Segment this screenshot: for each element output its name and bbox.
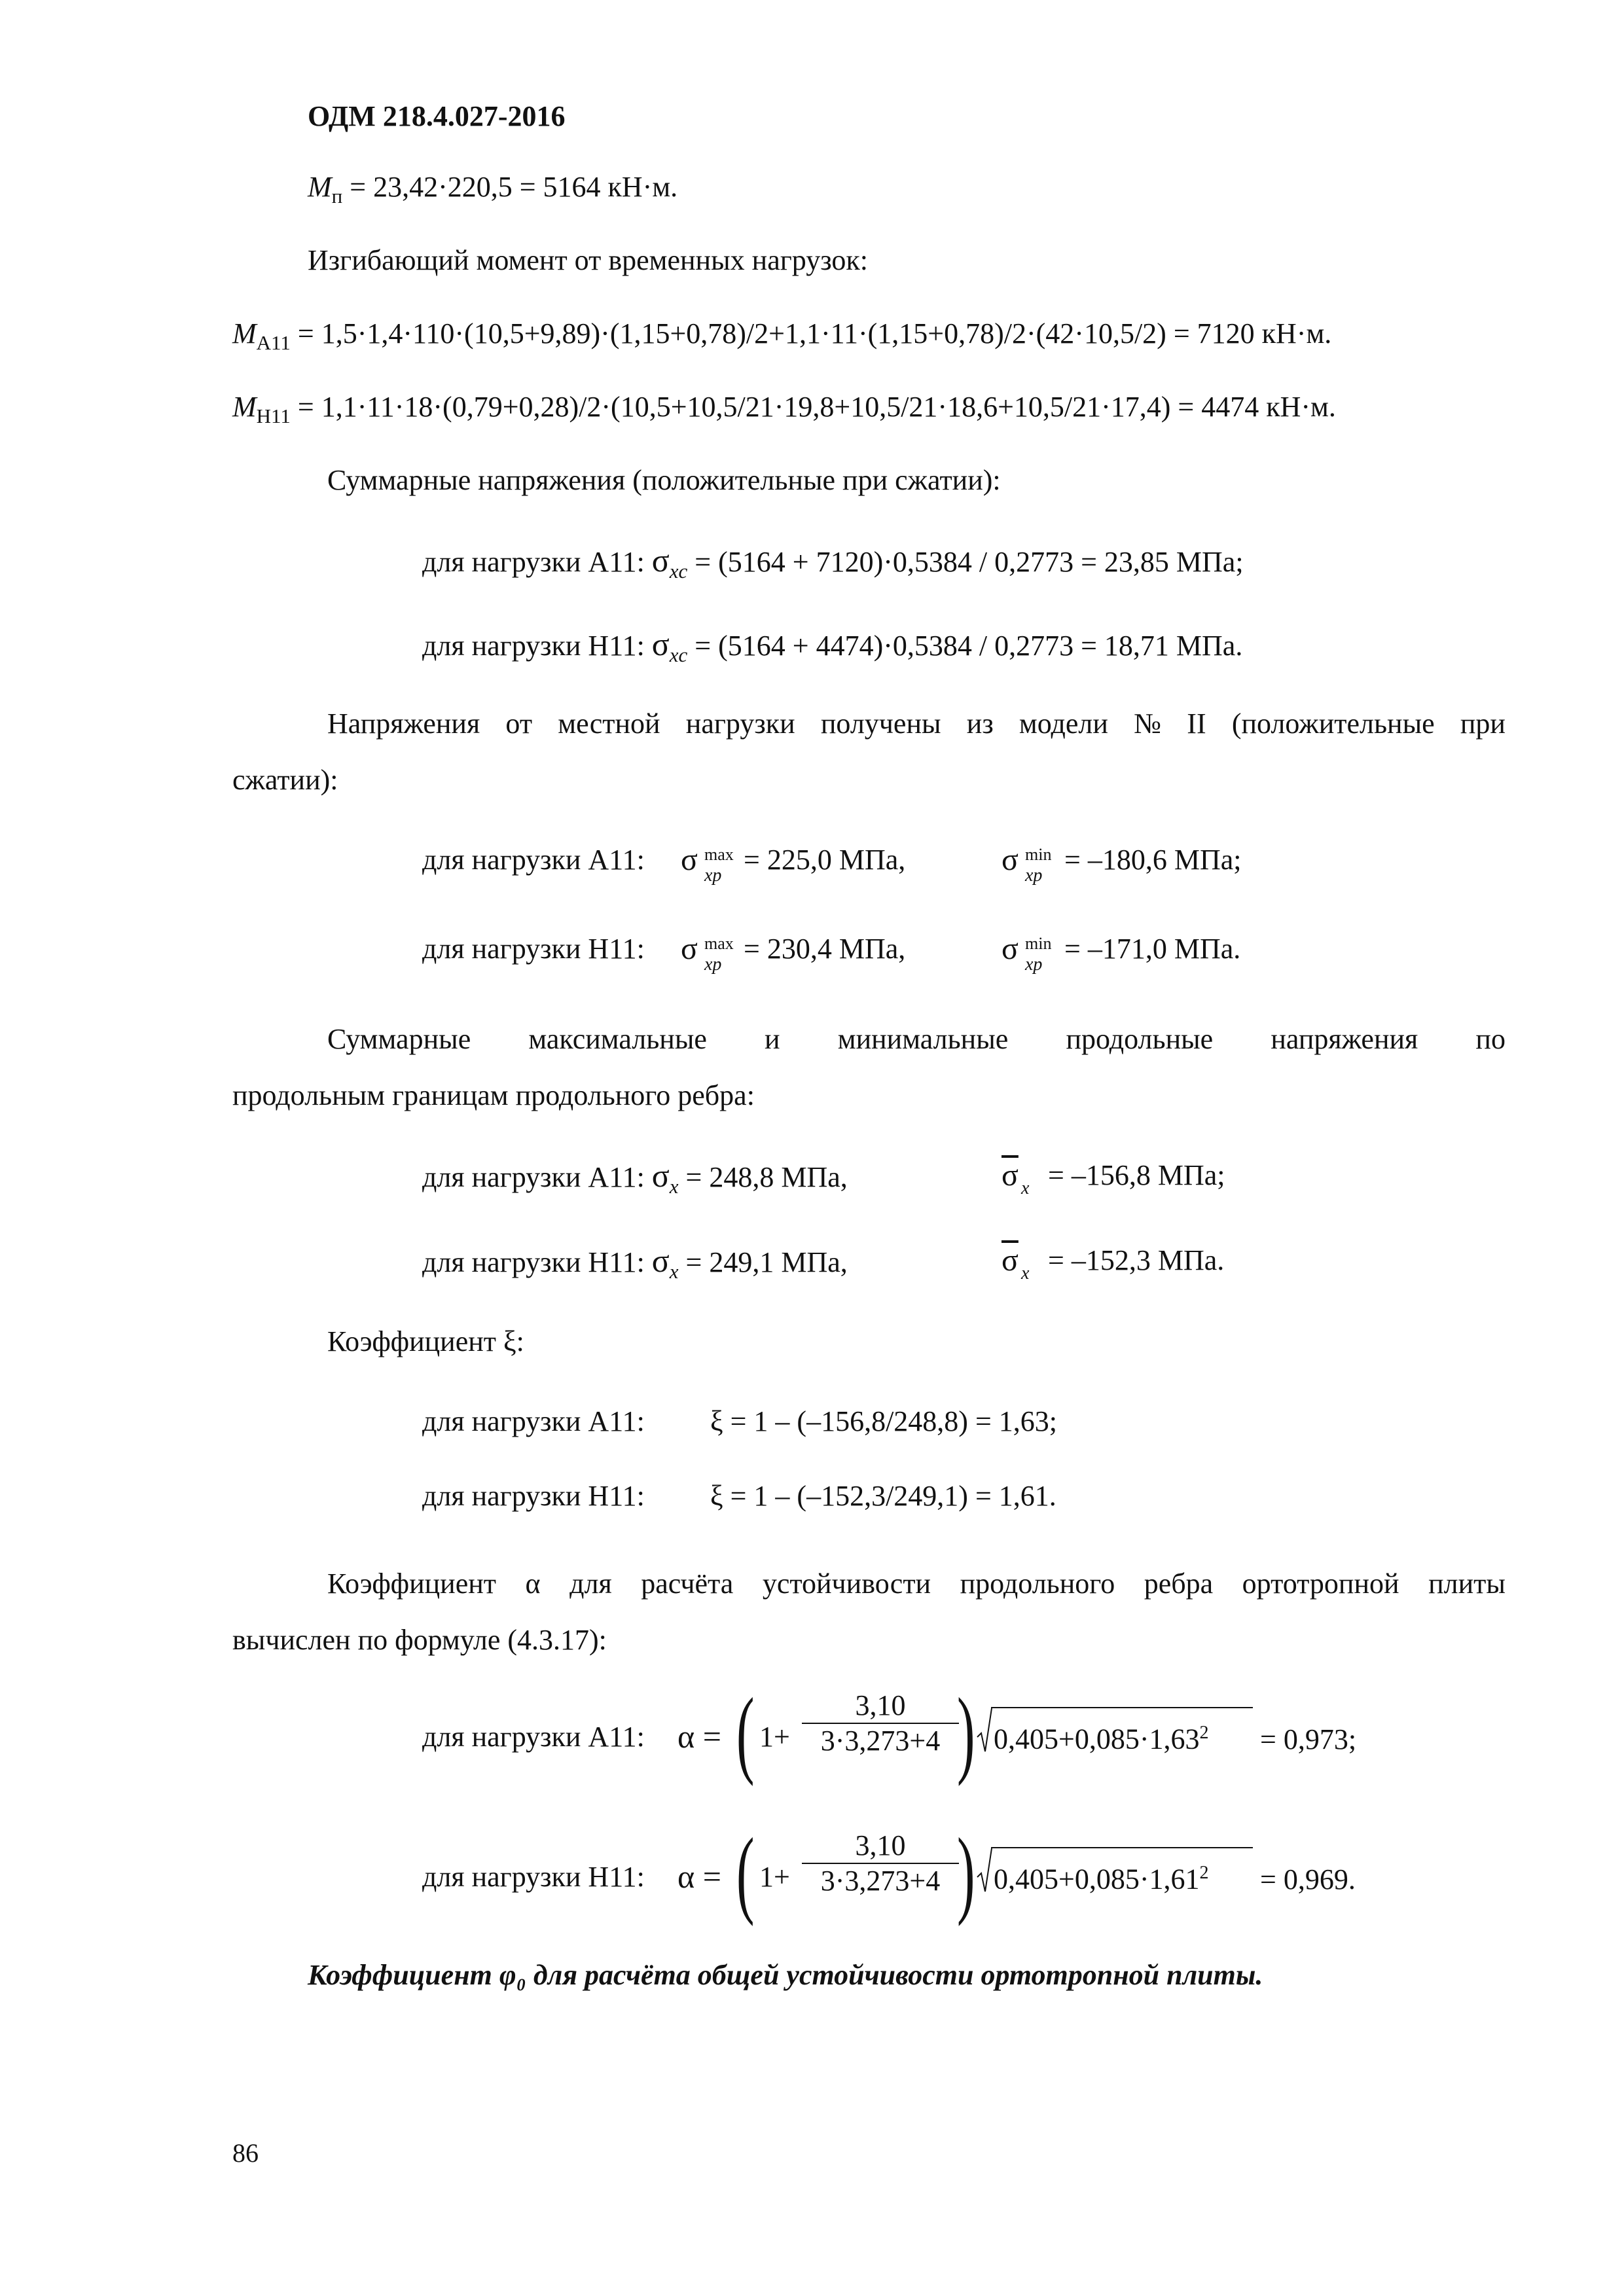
ma11-expression: = 1,5·1,4·110·(10,5+9,89)·(1,15+0,78)/2+1,1·11·(1,15+0,78)/2·(42·10,5/2) = 7120 кН·м. [290,317,1332,350]
ma11-equation [232,315,1331,361]
word: местной [558,708,660,740]
word: Коэффициент [327,1568,497,1600]
sigma-xp-max [681,842,744,886]
mh11-expression: = 1,1·11·18·(0,79+0,28)/2·(10,5+10,5/21·19,8+10,5/21·18,6+10,5/21·17,4) = 4474 кН·м. [290,391,1336,423]
sigma-subscript: x [1021,1178,1030,1198]
alpha-paragraph-line2: вычислен по формуле (4.3.17): [232,1624,607,1656]
sx-h11-label: для нагрузки Н11: [422,1246,652,1278]
numerator: 3,10 [855,1689,906,1721]
document-header: ОДМ 218.4.027-2016 [308,100,566,132]
sxc-a11-line [422,542,1244,590]
sigma-subscript: xp [704,954,722,975]
alpha-h11-label: для нагрузки Н11: [422,1861,645,1893]
xi-a11-expression: ξ = 1 – (–156,8/248,8) = 1,63; [710,1405,1057,1437]
word: из [966,708,994,740]
sx-h11-min-value: = –152,3 МПа. [1041,1244,1225,1276]
word: от [505,708,533,740]
right-paren: ) [957,1818,975,1927]
denominator: 3·3,273+4 [802,1863,959,1898]
word: α [525,1568,541,1600]
power: 2 [1199,1863,1209,1883]
fraction [802,1689,959,1758]
mp-subscript: п [331,185,343,207]
sigma-subscript: x [1021,1263,1030,1283]
sigma-symbol: σ [651,626,670,662]
sxc-a11-label: для нагрузки А11: [422,546,652,578]
mp-symbol: M [308,171,332,203]
sx-a11-max-value: = 248,8 МПа, [678,1161,848,1193]
sigma-superscript: min [1025,934,1052,953]
sigma-symbol: σ [1001,842,1019,877]
mp-expression: = 23,42·220,5 = 5164 кН·м. [342,171,678,203]
xi-h11-expression: ξ = 1 – (–152,3/249,1) = 1,61. [710,1480,1056,1512]
xi-h11-label: для нагрузки Н11: [422,1480,645,1512]
sigma-symbol: $\overline{\sigma}$ [1001,1158,1019,1193]
alpha-paragraph-line1 [327,1566,1506,1602]
sx-a11-label: для нагрузки А11: [422,1161,652,1193]
sigma-symbol: $\overline{\sigma}$ [1001,1243,1019,1278]
word: II [1187,708,1206,740]
word: продольные [1066,1023,1214,1055]
right-paren: ) [957,1678,975,1787]
sigma-subscript: xc [669,643,688,666]
local-load-paragraph-line1 [327,706,1506,742]
sx-a11-min-value: = –156,8 МПа; [1041,1159,1225,1191]
word: плиты [1428,1568,1506,1600]
radicand-text: 0,405+0,085·1,61 [994,1863,1200,1895]
word: модели [1019,708,1108,740]
power: 2 [1199,1723,1209,1743]
sigma-symbol: σ [651,1157,670,1194]
denominator: 3·3,273+4 [802,1723,959,1758]
sigma-subscript: x [669,1260,679,1283]
left-paren: ( [736,1678,755,1787]
sxp-a11-min [1001,842,1242,886]
sigma-subscript: x [669,1175,679,1198]
sigma-bar-x [1001,1242,1041,1283]
sx-a11-min [1001,1157,1225,1198]
sxp-a11-label: для нагрузки А11: [422,844,645,876]
sxp-h11-max [681,931,906,975]
one-plus: 1+ [759,1721,790,1753]
bending-moment-title: Изгибающий момент от временных нагрузок: [308,244,868,276]
page-number: 86 [232,2138,259,2168]
local-load-paragraph-line2: сжатии): [232,764,338,796]
word: при [1460,708,1506,740]
sigma-superscript: min [1025,845,1052,864]
sigma-symbol: σ [1001,931,1019,966]
numerator: 3,10 [855,1829,906,1861]
sx-h11-line [422,1242,848,1290]
sxp-a11-min-value: = –180,6 МПа; [1064,844,1242,876]
sigma-superscript: max [704,934,734,953]
sigma-symbol: σ [651,1242,670,1279]
radicand-text: 0,405+0,085·1,63 [994,1723,1200,1755]
sigma-bar-x [1001,1157,1041,1198]
sigma-subscript: xc [669,560,688,583]
sxc-h11-label: для нагрузки Н11: [422,630,652,662]
ma11-symbol: M [232,317,257,350]
sigma-xp-min [1001,842,1064,886]
sxc-h11-value: = (5164 + 4474)·0,5384 / 0,2773 = 18,71 МПа. [687,630,1243,662]
mh11-subscript: Н11 [256,404,291,427]
one-plus: 1+ [759,1861,790,1893]
sxp-h11-line [422,931,645,967]
xi-title: Коэффициент ξ: [327,1325,524,1357]
alpha-lhs: α = [677,1718,721,1755]
sigma-superscript: max [704,845,734,864]
word: № [1134,708,1162,740]
sigma-symbol: σ [681,842,698,877]
mh11-equation [232,389,1336,435]
sxp-a11-max-value: = 225,0 МПа, [744,844,906,876]
word: и [765,1023,780,1055]
sxp-a11-line [422,842,645,878]
sum-max-paragraph-line1 [327,1021,1506,1058]
sigma-subscript: xp [1025,865,1043,886]
alpha-a11-label: для нагрузки А11: [422,1721,645,1753]
sigma-xp-max [681,931,744,975]
word: ортотропной [1242,1568,1399,1600]
sigma-xp-min [1001,931,1064,975]
fraction [802,1829,959,1898]
word: Суммарные [327,1023,471,1055]
sx-a11-line [422,1157,848,1205]
sigma-symbol: σ [651,542,670,579]
word: (положительные [1231,708,1435,740]
word: минимальные [837,1023,1009,1055]
sigma-symbol: σ [681,931,698,966]
word: по [1475,1023,1506,1055]
sigma-subscript: xp [1025,954,1043,975]
word: максимальные [528,1023,707,1055]
word: продольного [960,1568,1115,1600]
word: расчёта [641,1568,734,1600]
radicand [991,1707,1253,1757]
phi0-section-title: Коэффициент φ₀ для расчёта общей устойчивости ортотропной плиты. [308,1959,1263,1991]
mp-equation [308,169,677,215]
alpha-lhs: α = [677,1858,721,1895]
left-paren: ( [736,1818,755,1927]
word: получены [820,708,941,740]
sxp-h11-min [1001,931,1241,975]
sqrt-icon [977,1847,992,1894]
mh11-symbol: M [232,391,257,423]
word: устойчивости [762,1568,931,1600]
radicand [991,1847,1253,1897]
sqrt-icon [977,1707,992,1754]
sxp-a11-max [681,842,906,886]
word: напряжения [1271,1023,1418,1055]
sxp-h11-label: для нагрузки Н11: [422,933,645,965]
sxc-a11-value: = (5164 + 7120)·0,5384 / 0,2773 = 23,85 МПа; [687,546,1244,578]
sum-max-paragraph-line2: продольным границам продольного ребра: [232,1079,755,1111]
word: нагрузки [685,708,795,740]
total-stress-title: Суммарные напряжения (положительные при сжатии): [327,464,1001,496]
xi-a11-label: для нагрузки А11: [422,1405,645,1437]
alpha-h11-result: = 0,969. [1260,1863,1356,1895]
sxp-h11-min-value: = –171,0 МПа. [1064,933,1241,965]
ma11-subscript: A11 [256,331,291,354]
sigma-subscript: xp [704,865,722,886]
sxc-h11-line [422,626,1242,673]
word: ребра [1144,1568,1214,1600]
word: для [569,1568,612,1600]
sx-h11-min [1001,1242,1225,1283]
sx-h11-max-value: = 249,1 МПа, [678,1246,848,1278]
word: Напряжения [327,708,480,740]
alpha-a11-result: = 0,973; [1260,1723,1357,1755]
sxp-h11-max-value: = 230,4 МПа, [744,933,906,965]
